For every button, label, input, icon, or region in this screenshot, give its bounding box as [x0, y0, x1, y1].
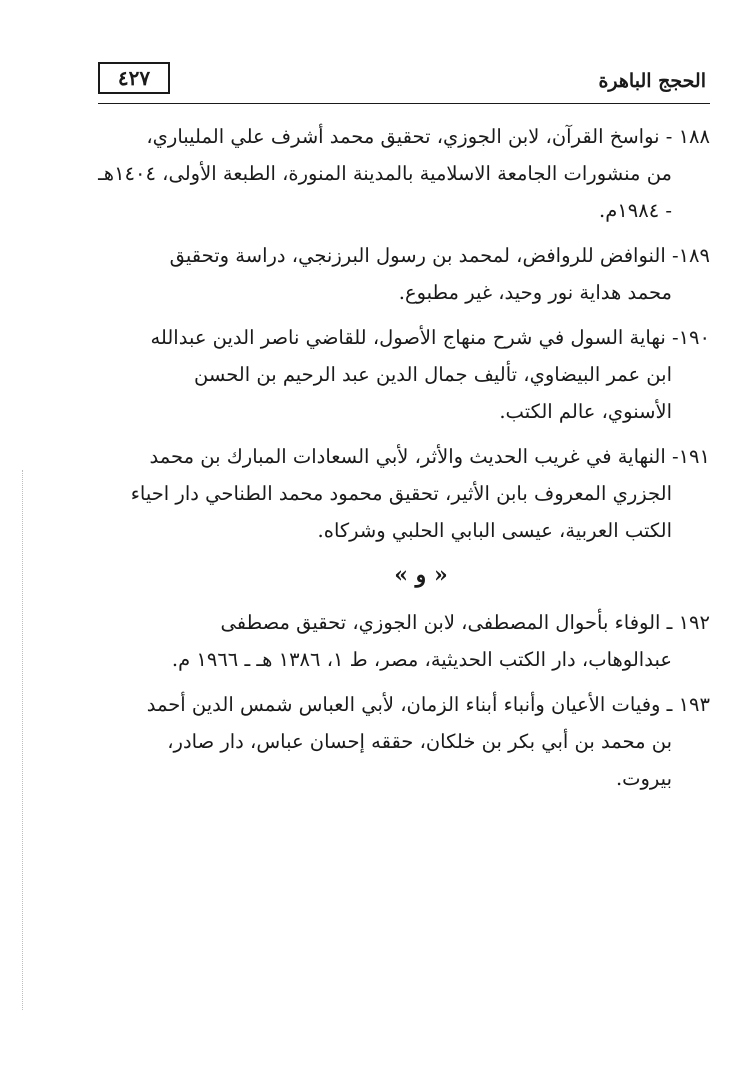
bibliography-list	[92, 118, 710, 805]
entry-line: - ١٩٨٤م.	[599, 199, 672, 222]
section-heading-waw: « و »	[394, 562, 448, 588]
page-number: ٤٢٧	[98, 62, 170, 94]
entry-line: عبدالوهاب، دار الكتب الحديثية، مصر، ط ١، ١٣٨٦ هـ ـ ١٩٦٦ م.	[171, 648, 672, 671]
entry-line: ١٩٠- نهاية السول في شرح منهاج الأصول، للقاضي ناصر الدين عبدالله	[150, 326, 710, 349]
entry-line: بيروت.	[615, 767, 672, 790]
margin-scan-artifact	[22, 470, 26, 1010]
entry-line: بن محمد بن أبي بكر بن خلكان، حققه إحسان عباس، دار صادر،	[167, 730, 672, 753]
bibliography-entry-188	[92, 118, 710, 229]
entry-line: ١٨٨ - نواسخ القرآن، لابن الجوزي، تحقيق محمد أشرف علي المليباري،	[146, 125, 710, 148]
entry-line: محمد هداية نور وحيد، غير مطبوع.	[398, 281, 672, 304]
entry-line: الجزري المعروف بابن الأثير، تحقيق محمود محمد الطناحي دار احياء	[130, 482, 672, 505]
entry-line: ١٩٣ ـ وفيات الأعيان وأنباء أبناء الزمان، لأبي العباس شمس الدين أحمد	[146, 693, 710, 716]
header-divider	[98, 103, 710, 104]
bibliography-entry-193	[92, 686, 710, 797]
entry-line: ابن عمر البيضاوي، تأليف جمال الدين عبد الرحيم بن الحسن	[193, 363, 672, 386]
page-header	[98, 62, 710, 102]
entry-line: ١٩٢ ـ الوفاء بأحوال المصطفى، لابن الجوزي، تحقيق مصطفى	[220, 611, 710, 634]
entry-line: من منشورات الجامعة الاسلامية بالمدينة المنورة، الطبعة الأولى، ١٤٠٤هـ	[98, 162, 672, 185]
bibliography-entry-192	[92, 604, 710, 678]
bibliography-entry-190	[92, 319, 710, 430]
bibliography-entry-191	[92, 438, 710, 549]
entry-line: ١٨٩- النوافض للروافض، لمحمد بن رسول البرزنجي، دراسة وتحقيق	[169, 244, 710, 267]
entry-line: ١٩١- النهاية في غريب الحديث والأثر، لأبي السعادات المبارك بن محمد	[149, 445, 710, 468]
entry-line: الكتب العربية، عيسى البابي الحلبي وشركاه.	[317, 519, 672, 542]
entry-line: الأسنوي، عالم الكتب.	[499, 400, 672, 423]
bibliography-entry-189	[92, 237, 710, 311]
running-title: الحجج الباهرة	[598, 70, 706, 92]
